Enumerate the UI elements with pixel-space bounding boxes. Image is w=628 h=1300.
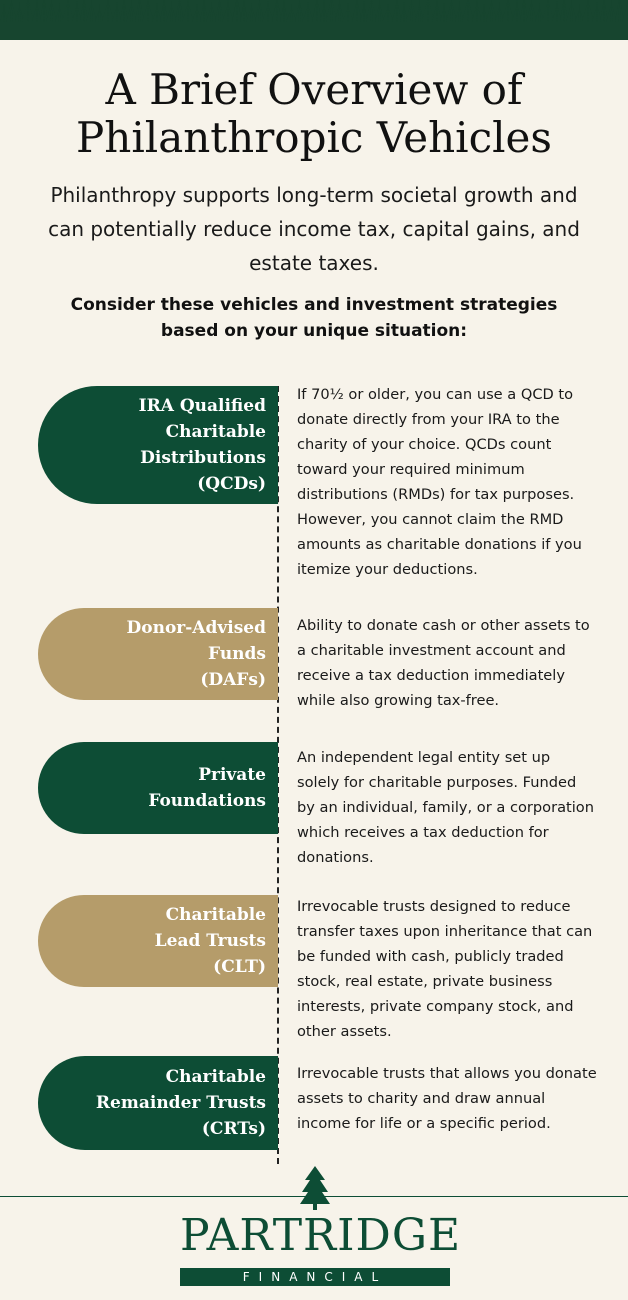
title-line-1: A Brief Overview of xyxy=(105,65,523,114)
vehicle-description-clt: Irrevocable trusts designed to reduce transfer taxes upon inheritance that can be funded with cash, publicly traded stock, real estate, private business interests, private company stock, and other assets. xyxy=(297,898,593,1040)
vehicle-description-daf: Ability to donate cash or other assets to a charitable investment account and receive a tax deduction immediately while also growing tax-free. xyxy=(297,617,590,709)
page-title xyxy=(0,66,628,162)
vehicle-name: Donor-Advised Funds (DAFs) xyxy=(126,618,266,690)
consider-text: Consider these vehicles and investment strategies based on your unique situation: xyxy=(70,295,558,341)
vehicle-pill-private-foundations xyxy=(38,742,278,834)
vehicle-description-crt: Irrevocable trusts that allows you donate assets to charity and draw annual income for life or a specific period. xyxy=(297,1065,597,1132)
vehicle-pill-daf xyxy=(38,608,278,700)
vehicle-pill-crt xyxy=(38,1056,278,1150)
vehicle-name: Charitable Remainder Trusts (CRTs) xyxy=(95,1067,266,1139)
pine-tree-icon xyxy=(300,1166,330,1210)
vehicle-description-private-foundations: An independent legal entity set up solely for charitable purposes. Funded by an individual, family, or a corporation which receives a tax deduction for donations. xyxy=(297,749,594,866)
vehicle-name: Charitable Lead Trusts (CLT) xyxy=(154,905,266,977)
vehicle-description-qcd: If 70½ or older, you can use a QCD to donate directly from your IRA to the charity of your choice. QCDs count toward your required minimum distributions (RMDs) for tax purposes. However, you cannot claim the RMD amounts as charitable donations if you itemize your deductions. xyxy=(297,386,582,578)
vehicle-pill-qcd xyxy=(38,386,278,504)
vehicle-name: Private Foundations xyxy=(148,765,266,811)
logo-wordmark: PARTRIDGE xyxy=(180,1210,462,1261)
logo-subtitle: FINANCIAL xyxy=(180,1268,450,1286)
title-line-2: Philanthropic Vehicles xyxy=(76,113,552,162)
pine-tree-border xyxy=(0,0,628,62)
intro-text: Philanthropy supports long-term societal growth and can potentially reduce income tax, capital gains, and estate taxes. xyxy=(48,183,580,275)
vehicle-pill-clt xyxy=(38,895,278,987)
vehicle-name: IRA Qualified Charitable Distributions (QCDs) xyxy=(138,396,266,494)
